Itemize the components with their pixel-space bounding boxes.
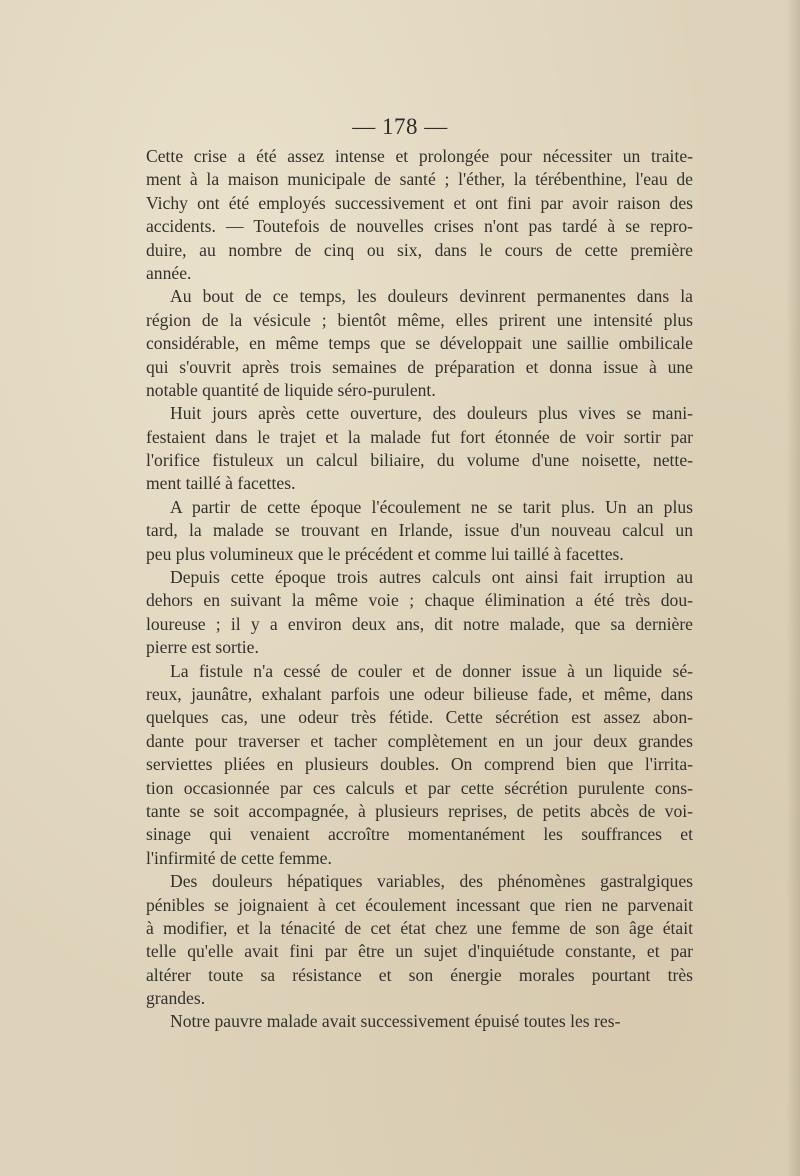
text-line: altérer toute sa résistance et son énergie morales pourtant très <box>146 964 693 985</box>
text-line: La fistule n'a cessé de couler et de donner issue à un liquide sé- <box>170 660 693 681</box>
text-line: tante se soit accompagnée, à plusieurs reprises, de petits abcès de voi- <box>146 800 693 821</box>
page-number: — 178 — <box>352 114 448 139</box>
text-line: ment taillé à facettes. <box>146 473 296 494</box>
text-line: Des douleurs hépatiques variables, des phénomènes gastralgiques <box>170 871 693 892</box>
text-line: région de la vésicule ; bientôt même, elles prirent une intensité plus <box>146 309 693 330</box>
text-line: duire, au nombre de cinq ou six, dans le cours de cette première <box>146 239 693 260</box>
text-line: accidents. — Toutefois de nouvelles crises n'ont pas tardé à se repro- <box>146 216 693 237</box>
paragraph <box>146 566 693 660</box>
paragraph <box>146 660 693 871</box>
paragraph <box>146 402 693 496</box>
text-line: pénibles se joignaient à cet écoulement incessant que rien ne parvenait <box>146 894 693 915</box>
text-line: reux, jaunâtre, exhalant parfois une odeur bilieuse fade, et même, dans <box>146 683 693 704</box>
text-line: loureuse ; il y a environ deux ans, dit notre malade, que sa dernière <box>146 613 693 634</box>
text-line: considérable, en même temps que se développait une saillie ombilicale <box>146 333 693 354</box>
text-line: notable quantité de liquide séro-purulent. <box>146 379 436 400</box>
text-line: tard, la malade se trouvant en Irlande, issue d'un nouveau calcul un <box>146 520 693 541</box>
text-line: l'orifice fistuleux un calcul biliaire, du volume d'une noisette, nette- <box>146 450 693 471</box>
text-line: Au bout de ce temps, les douleurs devinrent permanentes dans la <box>170 286 693 307</box>
text-line: l'infirmité de cette femme. <box>146 847 332 868</box>
text-line: ment à la maison municipale de santé ; l'éther, la térébenthine, l'eau de <box>146 169 693 190</box>
text-line: pierre est sortie. <box>146 637 259 658</box>
text-line: sinage qui venaient accroître momentanément les souffrances et <box>146 824 693 845</box>
text-line: dehors en suivant la même voie ; chaque élimination a été très dou- <box>146 590 693 611</box>
paragraph <box>146 870 693 1010</box>
text-line: quelques cas, une odeur très fétide. Cette sécrétion est assez abon- <box>146 707 693 728</box>
text-line: Vichy ont été employés successivement et ont fini par avoir raison des <box>146 192 693 213</box>
text-line: Huit jours après cette ouverture, des douleurs plus vives se mani- <box>170 403 693 424</box>
paragraph <box>146 285 693 402</box>
text-line: tion occasionnée par ces calculs et par cette sécrétion purulente cons- <box>146 777 693 798</box>
text-line: Notre pauvre malade avait successivement épuisé toutes les res- <box>170 1011 621 1032</box>
text-line: serviettes pliées en plusieurs doubles. On comprend bien que l'irrita- <box>146 754 693 775</box>
page-edge-shadow <box>786 0 800 1176</box>
paragraph <box>146 145 693 285</box>
paragraph <box>146 1010 693 1033</box>
text-line: dante pour traverser et tacher complètement en un jour deux grandes <box>146 730 693 751</box>
text-line: Cette crise a été assez intense et prolongée pour nécessiter un traite- <box>146 146 693 166</box>
paragraph <box>146 496 693 566</box>
text-line: peu plus volumineux que le précédent et comme lui taillé à facettes. <box>146 543 624 564</box>
text-line: telle qu'elle avait fini par être un sujet d'inquiétude constante, et par <box>146 941 693 962</box>
body-text <box>146 145 693 1034</box>
text-line: année. <box>146 262 192 283</box>
text-line: grandes. <box>146 988 206 1009</box>
text-line: Depuis cette époque trois autres calculs ont ainsi fait irruption au <box>170 567 693 588</box>
text-line: A partir de cette époque l'écoulement ne se tarit plus. Un an plus <box>170 496 693 517</box>
text-line: qui s'ouvrit après trois semaines de préparation et donna issue à une <box>146 356 693 377</box>
text-line: festaient dans le trajet et la malade fut fort étonnée de voir sortir par <box>146 426 693 447</box>
text-line: à modifier, et la ténacité de cet état chez une femme de son âge était <box>146 917 693 938</box>
